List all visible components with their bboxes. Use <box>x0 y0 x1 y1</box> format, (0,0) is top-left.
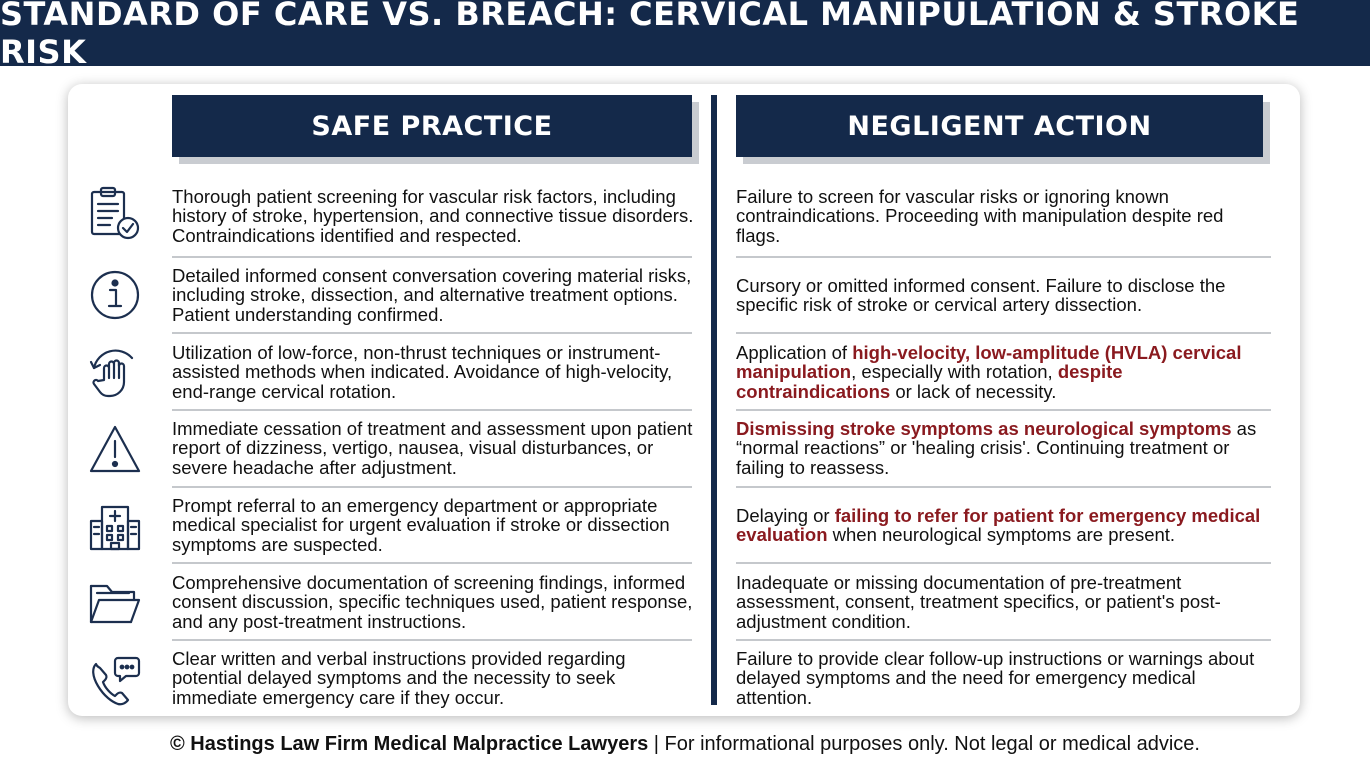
footer-firm: © Hastings Law Firm Medical Malpractice Lawyers <box>170 732 649 755</box>
row-separator <box>172 409 692 411</box>
row-separator <box>736 256 1271 258</box>
safe-cell-5: Prompt referral to an emergency department or appropriate medical specialist for urgent evaluation if stroke or dissection symptoms are suspected. <box>172 494 670 555</box>
warning-triangle-icon <box>88 423 142 477</box>
row-separator <box>736 562 1271 564</box>
negligent-cell-2: Cursory or omitted informed consent. Failure to disclose the specific risk of stroke or cervical artery dissection. <box>736 274 1226 315</box>
page-title: STANDARD OF CARE VS. BREACH: CERVICAL MANIPULATION & STROKE RISK <box>0 0 1370 66</box>
phone-chat-icon <box>88 652 142 706</box>
negligent-cell-7: Failure to provide clear follow-up instructions or warnings about delayed symptoms and the need for emergency medical attention. <box>736 647 1255 708</box>
row-separator <box>172 332 692 334</box>
negligent-action-header: NEGLIGENT ACTION <box>736 95 1263 157</box>
folder-icon <box>88 576 142 630</box>
row-separator <box>172 562 692 564</box>
safe-cell-7: Clear written and verbal instructions provided regarding potential delayed symptoms and the necessity to seek immediate emergency care if they occur. <box>172 647 626 708</box>
safe-cell-6: Comprehensive documentation of screening findings, informed consent discussion, specific techniques used, patient response, and any post-treatment instructions. <box>172 571 693 632</box>
hospital-icon <box>88 499 142 553</box>
negligent-cell-4: Dismissing stroke symptoms as neurological symptoms as “normal reactions” or 'healing crisis'. Continuing treatment or failing to reassess. <box>736 417 1257 478</box>
row-separator <box>736 486 1271 488</box>
safe-cell-4: Immediate cessation of treatment and assessment upon patient report of dizziness, vertigo, nausea, visual disturbances, or severe headache after adjustment. <box>172 417 693 478</box>
row-separator <box>172 639 692 641</box>
negligent-cell-5: Delaying or failing to refer for patient for emergency medical evaluation when neurological symptoms are present. <box>736 504 1261 545</box>
safe-cell-3: Utilization of low-force, non-thrust techniques or instrument-assisted methods when indicated. Avoidance of high-velocity, end-range cervical rotation. <box>172 341 673 402</box>
safe-cell-2: Detailed informed consent conversation covering material risks, including stroke, dissection, and alternative treatment options. Patient understanding confirmed. <box>172 264 692 325</box>
negligent-cell-6: Inadequate or missing documentation of pre-treatment assessment, consent, treatment specifics, or patient's post-adjustment condition. <box>736 571 1221 632</box>
safe-practice-header: SAFE PRACTICE <box>172 95 692 157</box>
hand-rotate-icon <box>88 346 142 400</box>
negligent-cell-1: Failure to screen for vascular risks or ignoring known contraindications. Proceeding with manipulation despite red flags. <box>736 185 1224 246</box>
row-separator <box>172 256 692 258</box>
clipboard-check-icon <box>88 186 142 240</box>
safe-cell-1: Thorough patient screening for vascular risk factors, including history of stroke, hypertension, and connective tissue disorders. Contraindications identified and respected. <box>172 185 694 246</box>
footer-disclaimer <box>0 730 1370 758</box>
info-icon <box>88 268 142 322</box>
footer-note: | For informational purposes only. Not legal or medical advice. <box>648 732 1200 755</box>
negligent-cell-3: Application of high-velocity, low-amplitude (HVLA) cervical manipulation, especially with rotation, despite contraindications or lack of necessity. <box>736 341 1242 402</box>
row-separator <box>172 486 692 488</box>
row-separator <box>736 332 1271 334</box>
row-separator <box>736 639 1271 641</box>
row-separator <box>736 409 1271 411</box>
